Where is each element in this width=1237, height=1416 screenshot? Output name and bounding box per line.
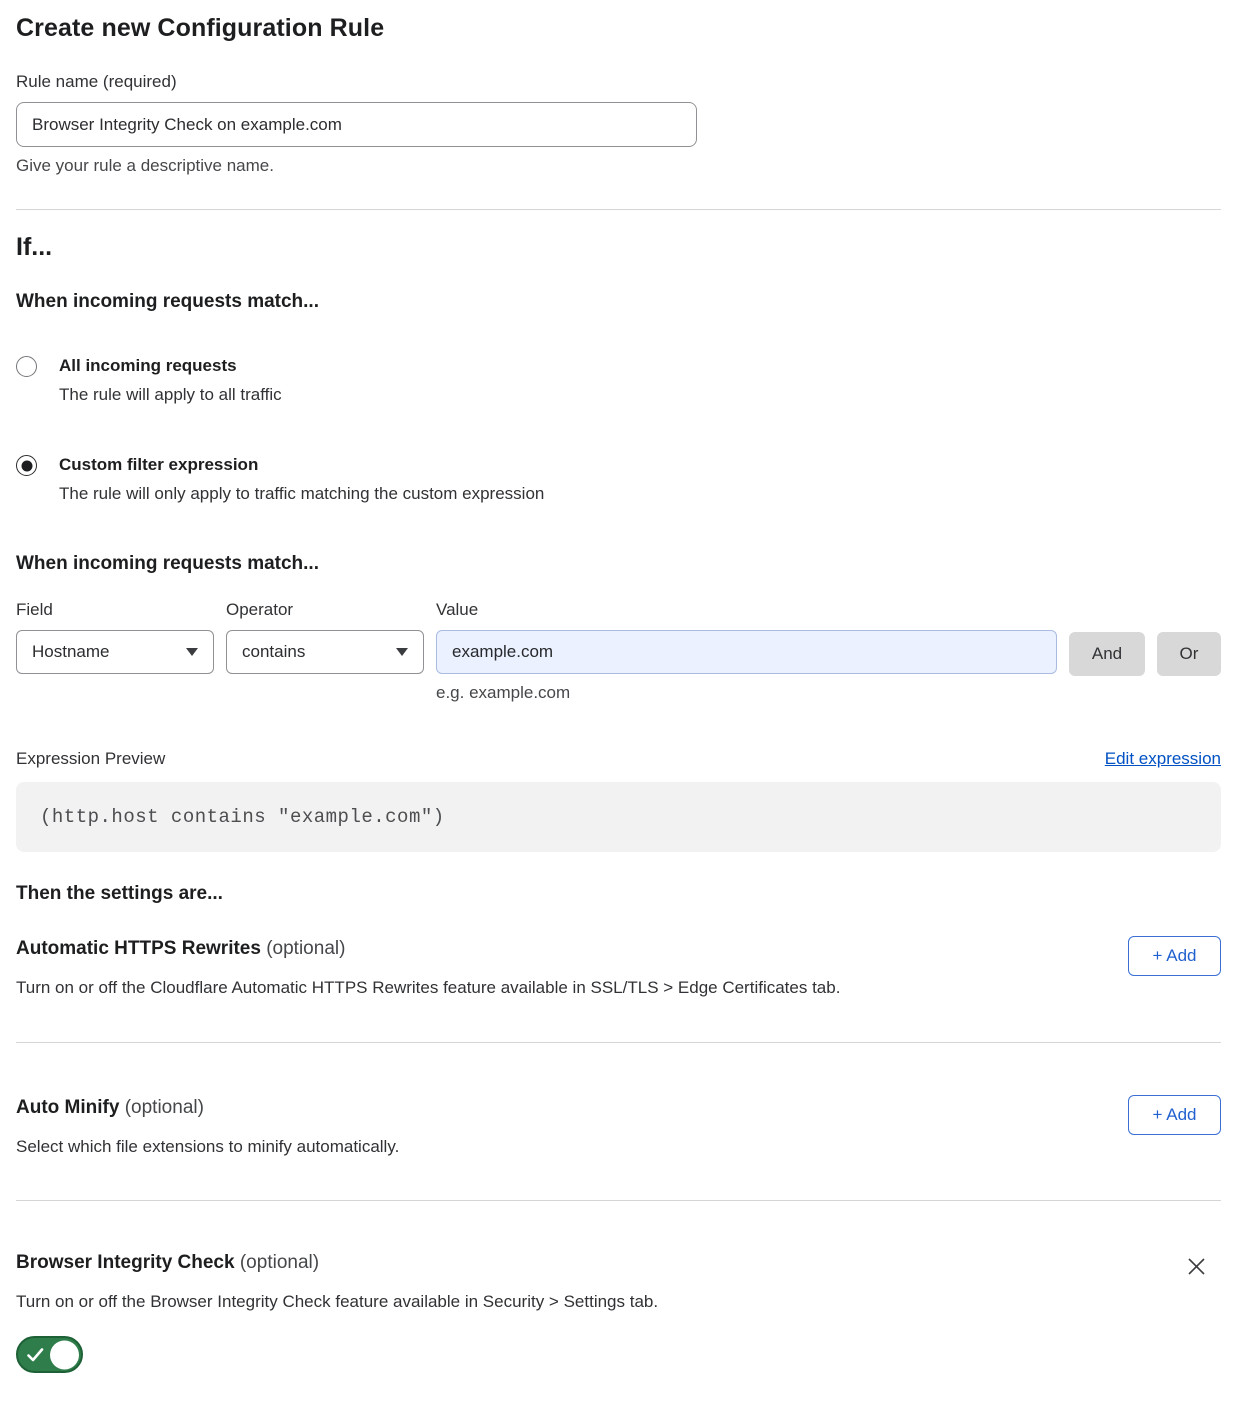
rule-name-helper: Give your rule a descriptive name. (16, 156, 274, 175)
operator-select-value: contains (242, 642, 306, 661)
radio-description: The rule will apply to all traffic (59, 385, 282, 404)
rule-name-section (16, 72, 1221, 176)
value-column (436, 600, 1057, 703)
section-divider (16, 1200, 1221, 1201)
setting-row-browser-integrity-check (16, 1250, 1221, 1376)
rule-name-label: Rule name (required) (16, 72, 177, 91)
field-column (16, 600, 214, 674)
operator-select[interactable] (226, 630, 424, 674)
operator-label: Operator (226, 600, 294, 619)
filter-expression-row (16, 600, 1221, 703)
setting-row-automatic-https-rewrites (16, 936, 1221, 1042)
section-divider (16, 1042, 1221, 1043)
setting-description: Turn on or off the Browser Integrity Check feature available in Security > Settings tab. (16, 1292, 659, 1311)
radio-selected-icon[interactable] (16, 455, 37, 476)
or-button[interactable]: Or (1157, 632, 1221, 676)
value-label: Value (436, 600, 479, 619)
expression-preview-label: Expression Preview (16, 749, 166, 768)
section-divider (16, 209, 1221, 210)
setting-description: Select which file extensions to minify automatically. (16, 1137, 400, 1156)
radio-unselected-icon[interactable] (16, 356, 37, 377)
toggle-knob (50, 1340, 79, 1369)
rule-name-input[interactable] (16, 102, 697, 147)
radio-label: All incoming requests (59, 356, 237, 375)
field-label: Field (16, 600, 53, 619)
expression-preview-header (16, 749, 1221, 769)
radio-option-all-incoming-requests[interactable] (16, 355, 1221, 406)
expression-preview-code: (http.host contains "example.com") (16, 782, 1221, 852)
match-heading: When incoming requests match... (16, 291, 319, 312)
setting-title: Automatic HTTPS Rewrites (optional) (16, 938, 346, 959)
value-helper: e.g. example.com (436, 683, 571, 702)
add-automatic-https-rewrites-button[interactable]: + Add (1128, 936, 1221, 976)
page-title: Create new Configuration Rule (16, 14, 385, 42)
then-settings-heading: Then the settings are... (16, 883, 223, 904)
filter-match-heading: When incoming requests match... (16, 553, 319, 574)
radio-description: The rule will only apply to traffic matching the custom expression (59, 484, 545, 503)
radio-label: Custom filter expression (59, 455, 259, 474)
setting-description: Turn on or off the Cloudflare Automatic HTTPS Rewrites feature available in SSL/TLS > Edge Certificates tab. (16, 978, 841, 997)
add-auto-minify-button[interactable]: + Add (1128, 1095, 1221, 1135)
chevron-down-icon (396, 648, 408, 656)
operator-column (226, 600, 424, 674)
setting-title: Auto Minify (optional) (16, 1097, 204, 1118)
setting-title: Browser Integrity Check (optional) (16, 1252, 320, 1273)
close-icon[interactable] (1182, 1252, 1211, 1281)
if-heading: If... (16, 233, 53, 261)
edit-expression-link[interactable]: Edit expression (1104, 749, 1221, 768)
setting-row-auto-minify (16, 1095, 1221, 1200)
and-button[interactable]: And (1069, 632, 1145, 676)
radio-option-custom-filter-expression[interactable] (16, 454, 1221, 505)
field-select-value: Hostname (32, 642, 110, 661)
browser-integrity-check-toggle[interactable] (16, 1336, 83, 1373)
checkmark-icon (27, 1348, 44, 1362)
chevron-down-icon (186, 648, 198, 656)
field-select[interactable] (16, 630, 214, 674)
value-input[interactable] (436, 630, 1057, 674)
